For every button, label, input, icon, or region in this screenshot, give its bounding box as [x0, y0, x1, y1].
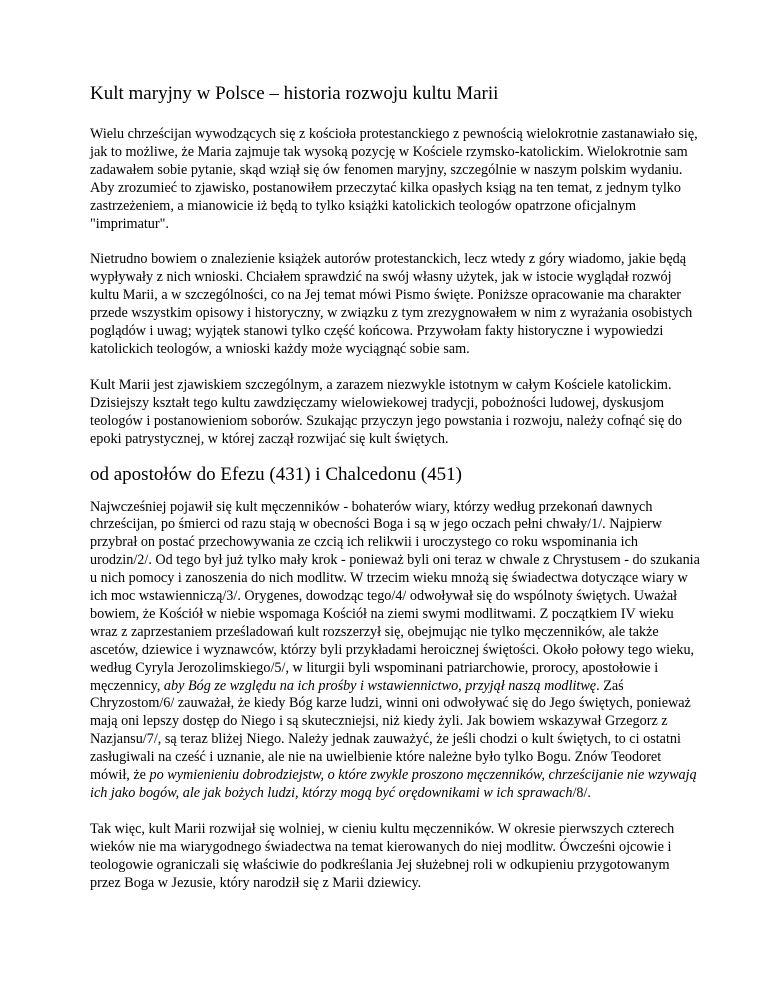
section-paragraph-1-text-a: Najwcześniej pojawił się kult męczenników - bohaterów wiary, którzy według przekonań dawnych chrześcijan, po śmierci od razu stają w obecności Boga i są w jego oczach pełni chwały/1/. Najpierw przybrał on postać przechowywania ze czcią ich relikwii i uroczystego co roku wspominania ich urodzin/2/. Od tego był już tylko mały krok - ponieważ byli oni teraz w chwale z Chrystusem - do szukania u nich pomocy i zanoszenia do nich modlitw. W trzecim wieku mnożą się świadectwa dotyczące wiary w ich moc wstawienniczą/3/. Orygenes, dowodząc tego/4/ odwoływał się do wspólnoty świętych. Uważał bowiem, że Kościół w niebie wspomaga Kościół na ziemi swymi modlitwami. Z początkiem IV wieku wraz z zaprzestaniem prześladowań kult rozszerzył się, obejmując nie tylko męczenników, ale także ascetów, dziewice i wyznawców, którzy byli przykładami heroicznej świętości. Około połowy tego wieku, według Cyryla Jerozolimskiego/5/, w liturgii byli wspominani patriarchowie, prorocy, apostołowie i męczennicy,: [90, 498, 700, 694]
intro-paragraph-1: Wielu chrześcijan wywodzących się z kościoła protestanckiego z pewnością wielokrotnie zastanawiało się, jak to możliwe, że Maria zajmuje tak wysoką pozycję w Kościele rzymsko-katolickim. Wielokrotnie sam zadawałem sobie pytanie, skąd wziął się ów fenomen maryjny, szczególnie w naszym polskim wydaniu. Aby zrozumieć to zjawisko, postanowiłem przeczytać kilka opasłych ksiąg na ten temat, z jednym tylko zastrzeżeniem, a mianowicie iż będą to tylko książki katolickich teologów opatrzone oficjalnym "imprimatur".: [90, 126, 698, 232]
section-paragraph-1-quote-b: po wymienieniu dobrodziejstw, o które zwykle proszono męczenników, chrześcijanie nie wzywają ich jako bogów, ale jak bożych ludzi, którzy mogą być orędownikami w ich sprawach: [90, 767, 697, 801]
intro-paragraph-3: Kult Marii jest zjawiskiem szczególnym, a zarazem niezwykle istotnym w całym Kościele katolickim. Dzisiejszy kształt tego kultu zawdzięczamy wielowiekowej tradycji, pobożności ludowej, dyskusjom teologów i postanowieniom soborów. Szukając przyczyn jego powstania i rozwoju, należy cofnąć się do epoki patrystycznej, w której zaczął rozwijać się kult świętych.: [90, 376, 683, 447]
section-paragraph-2: Tak więc, kult Marii rozwijał się wolniej, w cieniu kultu męczenników. W okresie pierwszych czterech wieków nie ma wiarygodnego świadectwa na temat kierowanych do niej modlitw. Ówcześni ojcowie i teologowie ograniczali się właściwie do podkreślania Jej służebnej roli w odkupieniu przygotowanym przez Boga w Jezusie, który narodził się z Marii dziewicy.: [90, 820, 675, 891]
section-heading: od apostołów do Efezu (431) i Chalcedonu (451): [90, 463, 462, 485]
section-paragraph-1-quote-a: aby Bóg ze względu na ich prośby i wstawiennictwo, przyjął naszą modlitwę: [163, 677, 597, 694]
intro-paragraph-2: Nietrudno bowiem o znalezienie książek autorów protestanckich, lecz wtedy z góry wiadomo, jakie będą wypływały z nich wnioski. Chciałem sprawdzić na swój własny użytek, jak w istocie wyglądał rozwój kultu Marii, a w szczególności, co na Jej temat mówi Pismo święte. Poniższe opracowanie ma charakter przede wszystkim opisowy i historyczny, w związku z tym zrezygnowałem w nim z wyrażania osobistych poglądów i uwag; wyjątek stanowi tylko część końcowa. Przywołam fakty historyczne i wypowiedzi katolickich teologów, a wnioski każdy może wyciągnąć sobie sam.: [90, 251, 693, 357]
section-paragraph-1-text-c: /8/.: [572, 785, 591, 801]
section-paragraph-1: [90, 499, 702, 803]
document-title: Kult maryjny w Polsce – historia rozwoju kultu Marii: [90, 83, 499, 104]
section-paragraph-1-text-b: . Zaś Chryzostom/6/ zauważał, że kiedy Bóg karze ludzi, winni oni odwoływać się do Jego świętych, ponieważ mają oni lepszy dostęp do Niego i są skuteczniejsi, niż kiedy żyli. Jak bowiem wskazywał Grzegorz z Nazjansu/7/, są teraz bliżej Niego. Należy jednak zauważyć, że jeśli chodzi o kult świętych, to ci ostatni zasługiwali na cześć i uznanie, ale nie na uwielbienie które należne było tylko Bogu. Znów Teodoret mówił, że: [90, 677, 691, 784]
